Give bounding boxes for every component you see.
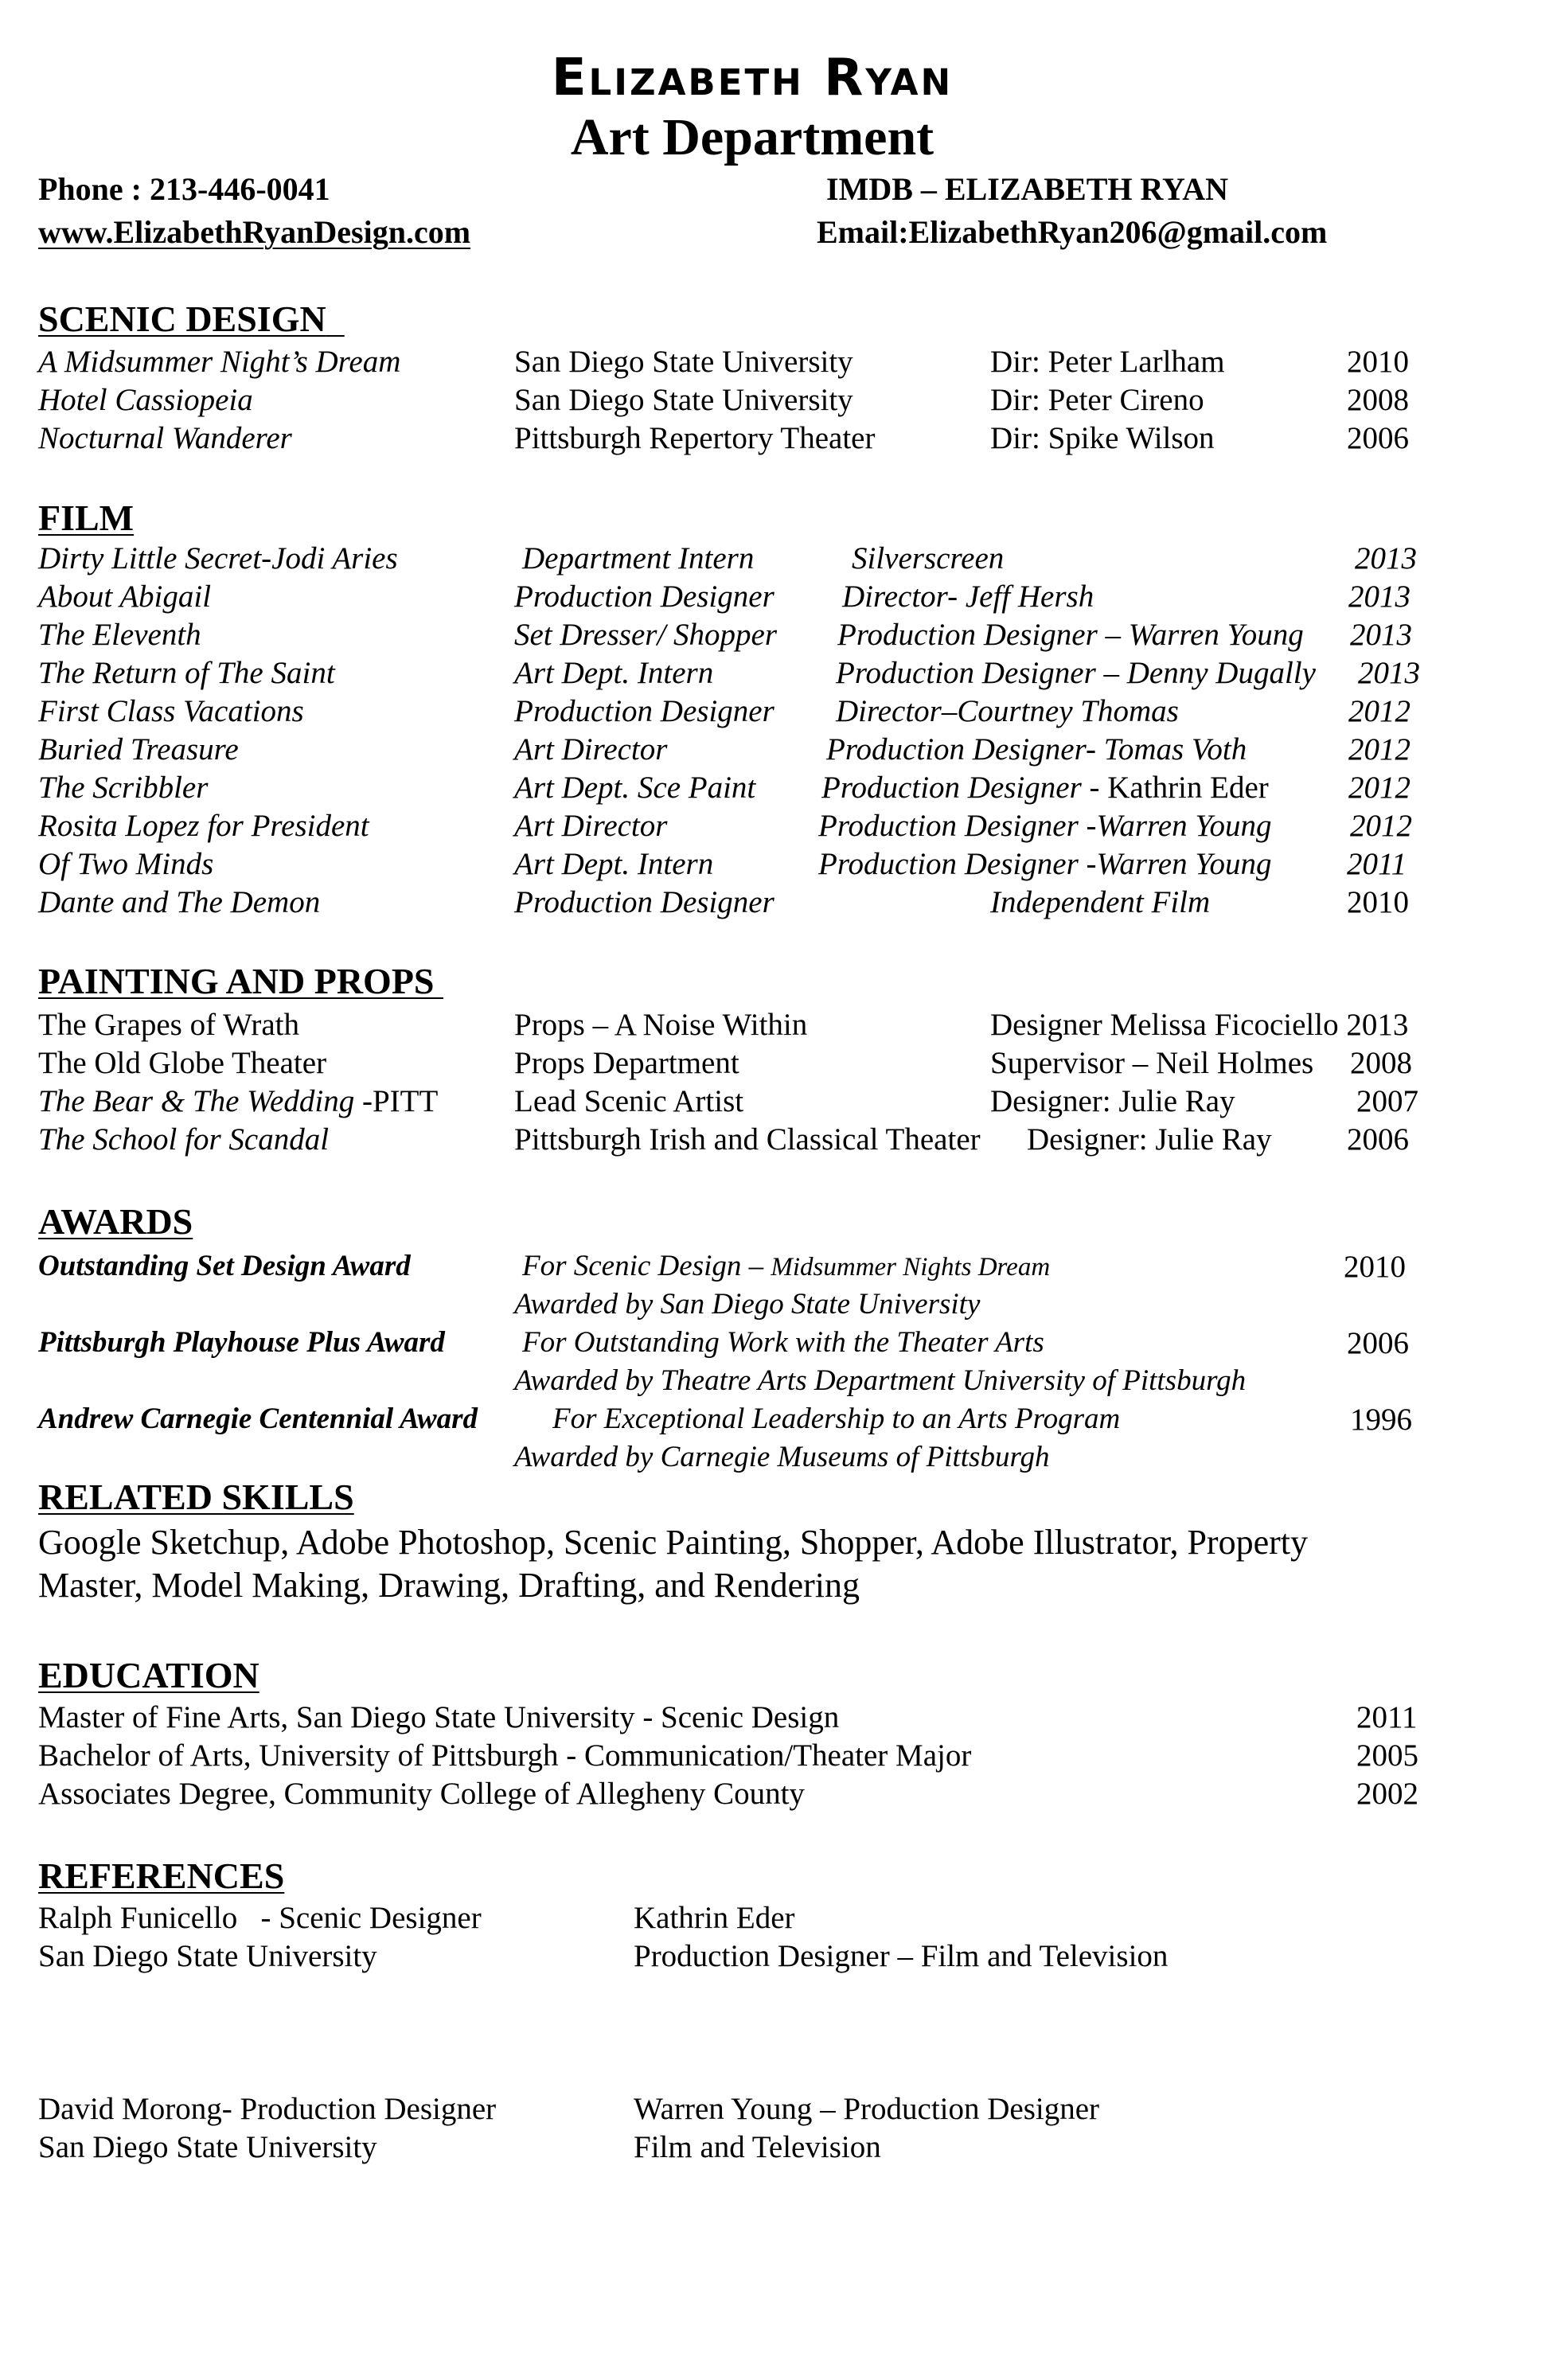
award-year: 1996	[1350, 1403, 1412, 1437]
props-title: The Bear & The Wedding -PITT	[38, 1084, 439, 1118]
scenic-year: 2010	[1347, 345, 1409, 379]
award-title: Andrew Carnegie Centennial Award	[38, 1403, 478, 1435]
props-role: Pittsburgh Irish and Classical Theater	[514, 1122, 981, 1157]
film-credit: Production Designer – Warren Young	[837, 618, 1304, 652]
scenic-director: Dir: Peter Larlham	[990, 345, 1225, 379]
resume-name: Elizabeth Ryan	[551, 49, 954, 107]
section-heading-awards: AWARDS	[38, 1201, 193, 1242]
props-title: The Grapes of Wrath	[38, 1008, 299, 1042]
award-for: For Exceptional Leadership to an Arts Program	[552, 1403, 1121, 1435]
film-role: Production Designer	[514, 694, 774, 728]
film-credit: Director–Courtney Thomas	[836, 694, 1179, 728]
section-heading-education: EDUCATION	[38, 1655, 259, 1695]
email-address[interactable]: Email:ElizabethRyan206@gmail.com	[817, 214, 1328, 250]
film-title: The Return of The Saint	[38, 656, 335, 690]
section-heading-related-skills: RELATED SKILLS	[38, 1477, 354, 1517]
props-title: The School for Scandal	[38, 1122, 330, 1157]
section-heading-film: FILM	[38, 497, 135, 538]
reference-affiliation: San Diego State University	[38, 2130, 377, 2164]
section-heading-scenic-design: SCENIC DESIGN	[38, 298, 326, 339]
film-role: Art Director	[514, 809, 668, 843]
reference-name: David Morong- Production Designer	[38, 2092, 497, 2126]
props-year: 2007	[1356, 1084, 1418, 1118]
props-role: Props – A Noise Within	[514, 1008, 808, 1042]
award-year: 2006	[1347, 1326, 1409, 1360]
award-by: Awarded by Carnegie Museums of Pittsburgh	[514, 1441, 1050, 1473]
reference-affiliation: Production Designer – Film and Television	[634, 1939, 1169, 1973]
scenic-venue: Pittsburgh Repertory Theater	[514, 421, 876, 455]
scenic-year: 2008	[1347, 383, 1409, 417]
props-title: The Old Globe Theater	[38, 1046, 327, 1080]
film-year: 2013	[1348, 579, 1410, 614]
phone-number: Phone : 213-446-0041	[38, 171, 330, 207]
reference-affiliation: San Diego State University	[38, 1939, 377, 1973]
reference-affiliation: Film and Television	[634, 2130, 881, 2164]
education-degree: Bachelor of Arts, University of Pittsburgh - Communication/Theater Major	[38, 1738, 972, 1773]
film-year: 2010	[1347, 885, 1409, 919]
film-title: Dante and The Demon	[38, 885, 321, 919]
film-credit: Director- Jeff Hersh	[842, 579, 1094, 614]
skills-line: Google Sketchup, Adobe Photoshop, Scenic Painting, Shopper, Adobe Illustrator, Property	[38, 1523, 1308, 1562]
props-year: 2008	[1350, 1046, 1412, 1080]
award-year: 2010	[1344, 1250, 1406, 1284]
film-role: Art Dept. Intern	[514, 656, 714, 690]
education-year: 2005	[1356, 1738, 1418, 1773]
education-year: 2002	[1356, 1777, 1418, 1811]
award-by: Awarded by San Diego State University	[514, 1288, 981, 1321]
education-degree: Associates Degree, Community College of Allegheny County	[38, 1777, 805, 1811]
props-designer: Designer: Julie Ray	[1027, 1122, 1272, 1157]
film-role: Department Intern	[522, 541, 755, 575]
section-heading-references: REFERENCES	[38, 1855, 285, 1896]
film-credit: Production Designer - Kathrin Eder	[821, 771, 1269, 805]
film-title: Buried Treasure	[38, 732, 239, 767]
award-title: Pittsburgh Playhouse Plus Award	[38, 1326, 445, 1359]
film-year: 2013	[1358, 656, 1420, 690]
scenic-director: Dir: Peter Cireno	[990, 383, 1204, 417]
film-credit: Production Designer- Tomas Voth	[826, 732, 1247, 767]
education-year: 2011	[1356, 1700, 1418, 1734]
film-role: Art Director	[514, 732, 668, 767]
film-year: 2012	[1348, 771, 1410, 805]
reference-name: Ralph Funicello - Scenic Designer	[38, 1901, 482, 1935]
props-year: 2006	[1347, 1122, 1409, 1157]
award-title: Outstanding Set Design Award	[38, 1250, 411, 1282]
scenic-venue: San Diego State University	[514, 345, 853, 379]
film-year: 2013	[1355, 541, 1417, 575]
props-designer: Designer: Julie Ray	[990, 1084, 1235, 1118]
award-for: For Outstanding Work with the Theater Arts	[522, 1326, 1044, 1359]
scenic-director: Dir: Spike Wilson	[990, 421, 1215, 455]
film-year: 2012	[1348, 732, 1410, 767]
film-title: Dirty Little Secret-Jodi Aries	[38, 541, 398, 575]
props-designer: Designer Melissa Ficociello 2013	[990, 1008, 1409, 1042]
scenic-venue: San Diego State University	[514, 383, 853, 417]
film-year: 2011	[1347, 847, 1407, 881]
film-title: Rosita Lopez for President	[38, 809, 369, 843]
imdb-label: IMDB – ELIZABETH RYAN	[826, 171, 1228, 207]
film-role: Production Designer	[514, 885, 774, 919]
scenic-title: Hotel Cassiopeia	[38, 383, 253, 417]
scenic-year: 2006	[1347, 421, 1409, 455]
film-year: 2012	[1350, 809, 1412, 843]
film-credit: Silverscreen	[852, 541, 1005, 575]
film-year: 2012	[1348, 694, 1410, 728]
film-credit: Production Designer -Warren Young	[818, 847, 1272, 881]
skills-line: Master, Model Making, Drawing, Drafting, and Rendering	[38, 1566, 860, 1605]
reference-name: Warren Young – Production Designer	[634, 2092, 1100, 2126]
reference-name: Kathrin Eder	[634, 1901, 795, 1935]
film-title: About Abigail	[38, 579, 212, 614]
resume-department: Art Department	[570, 108, 934, 166]
film-role: Production Designer	[514, 579, 774, 614]
scenic-title: Nocturnal Wanderer	[38, 421, 292, 455]
education-degree: Master of Fine Arts, San Diego State University - Scenic Design	[38, 1700, 840, 1734]
film-role: Set Dresser/ Shopper	[514, 618, 778, 652]
film-credit: Independent Film	[990, 885, 1211, 919]
props-role: Props Department	[514, 1046, 739, 1080]
scenic-title: A Midsummer Night’s Dream	[38, 345, 401, 379]
film-title: Of Two Minds	[38, 847, 214, 881]
award-by: Awarded by Theatre Arts Department University of Pittsburgh	[514, 1364, 1247, 1397]
film-role: Art Dept. Intern	[514, 847, 714, 881]
film-title: The Eleventh	[38, 618, 201, 652]
film-title: First Class Vacations	[38, 694, 304, 728]
film-credit: Production Designer – Denny Dugally	[836, 656, 1316, 690]
props-designer: Supervisor – Neil Holmes	[990, 1046, 1314, 1080]
film-credit: Production Designer -Warren Young	[818, 809, 1272, 843]
film-role: Art Dept. Sce Paint	[514, 771, 756, 805]
props-role: Lead Scenic Artist	[514, 1084, 744, 1118]
section-heading-painting-and-props: PAINTING AND PROPS	[38, 961, 435, 1001]
website-link[interactable]: www.ElizabethRyanDesign.com	[38, 214, 471, 250]
film-year: 2013	[1350, 618, 1412, 652]
film-title: The Scribbler	[38, 771, 209, 805]
award-for: For Scenic Design – Midsummer Nights Dream	[522, 1250, 1051, 1282]
